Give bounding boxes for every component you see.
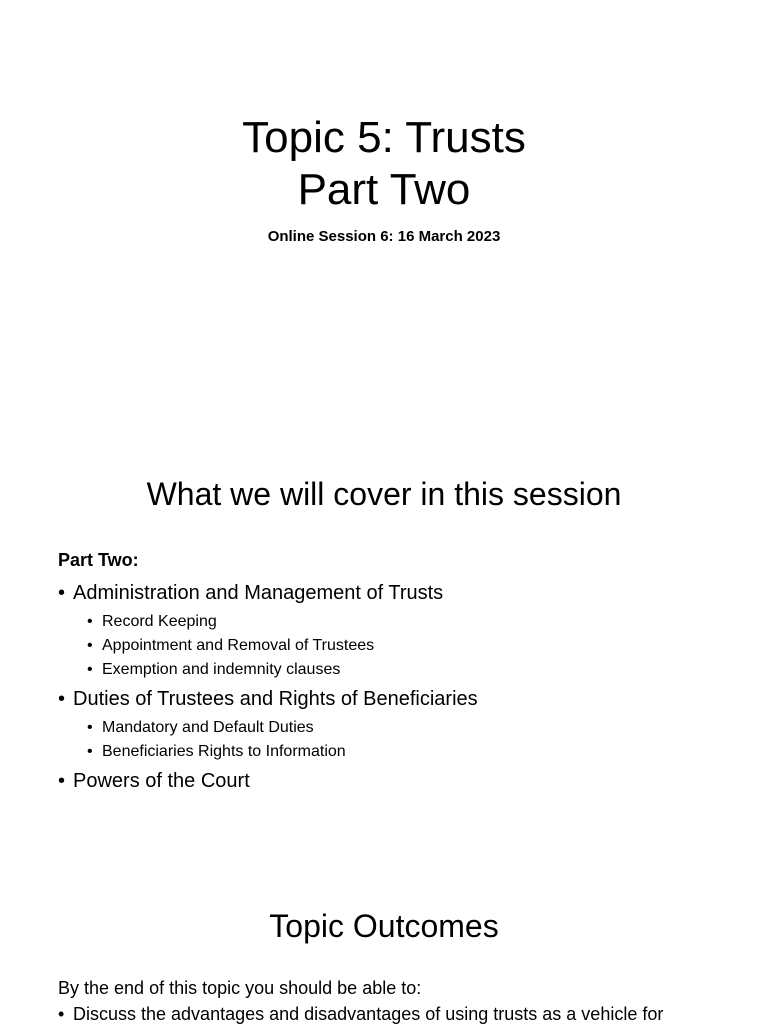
outcomes-list	[58, 1002, 738, 1024]
agenda-subitem: • Mandatory and Default Duties	[58, 716, 738, 740]
session-subtitle: Online Session 6: 16 March 2023	[267, 228, 501, 245]
agenda-list	[58, 580, 738, 794]
agenda-slide	[0, 432, 768, 832]
agenda-subitem: • Exemption and indemnity clauses	[58, 658, 738, 682]
outcomes-content	[58, 976, 738, 1024]
outcome-item: • Discuss the advantages and disadvantages of using trusts as a vehicle for	[58, 1002, 738, 1024]
agenda-item	[58, 580, 738, 606]
agenda-content	[58, 548, 738, 798]
agenda-item-label: Duties of Trustees and Rights of Beneficiaries	[73, 688, 478, 710]
agenda-item	[58, 768, 738, 794]
title-line-1: Topic 5: Trusts	[242, 113, 526, 162]
agenda-subitem: • Record Keeping	[58, 610, 738, 634]
part-heading: Part Two:	[58, 550, 139, 570]
title-line-2: Part Two	[297, 165, 471, 214]
agenda-sublist	[58, 716, 738, 764]
agenda-item-label: Powers of the Court	[73, 770, 250, 792]
agenda-subitem: • Beneficiaries Rights to Information	[58, 740, 738, 764]
agenda-sublist	[58, 610, 738, 682]
agenda-subitem: • Appointment and Removal of Trustees	[58, 634, 738, 658]
agenda-item	[58, 686, 738, 712]
outcomes-intro: By the end of this topic you should be able to:	[58, 978, 422, 998]
outcomes-slide	[0, 880, 768, 1024]
agenda-title: What we will cover in this session	[146, 476, 622, 512]
outcomes-title: Topic Outcomes	[269, 908, 499, 944]
title-slide	[0, 0, 768, 320]
agenda-item-label: Administration and Management of Trusts	[73, 582, 444, 604]
slide-title	[0, 112, 768, 216]
